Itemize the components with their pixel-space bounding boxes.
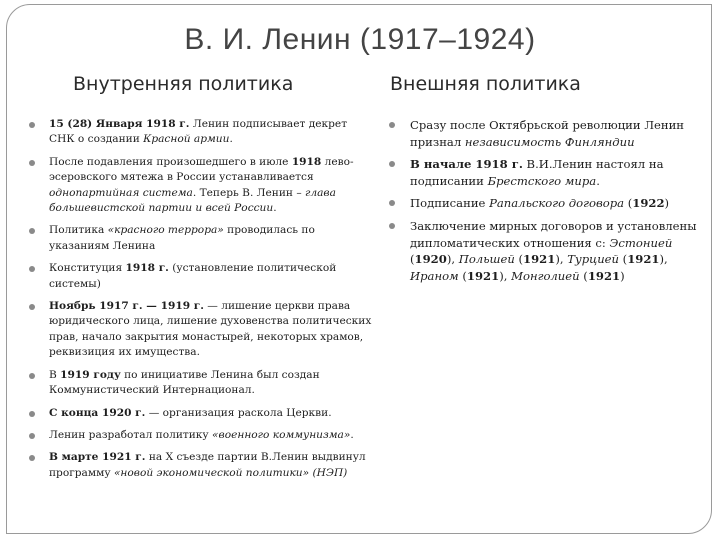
bullet-icon [29,373,35,379]
text-run: С конца 1920 г. [49,406,146,419]
text-run: ), [659,252,668,267]
text-run: Сразу после Октябрьской революции Ленин признал [410,118,685,149]
text-run: (НЭП) [309,466,348,479]
text-run: на X съезде партии В.Ленин выдвинул программу [49,451,366,479]
text-run: Политика [49,224,108,237]
list-item [27,450,372,481]
text-run: 1918 [291,155,322,168]
list-item [27,406,372,421]
text-run: 15 (28) Января 1918 г. [49,118,190,130]
page-title: В. И. Ленин (1917–1924) [184,23,536,56]
text-run: В начале 1918 г. [410,157,523,172]
foreign-policy-heading: Внешняя политика [390,73,581,95]
text-run: по инициативе Ленина был создан Коммунистический Интернационал. [49,368,320,397]
list-item [27,428,372,443]
text-run: — лишение церкви права юридического лица, лишение духовенства политических прав, начало закрытия монастырей, некоторых храмов, реквизиция их имущества. [49,300,372,359]
text-run: Ноябрь 1917 г. — 1919 г. [49,300,204,313]
text-run: . [273,202,277,215]
list-item [27,299,372,361]
text-run: глава большевистской партии и всей России [49,186,336,215]
list-item [27,368,372,399]
bullet-icon [29,455,35,461]
bullet-icon [29,433,35,439]
list-item [385,218,705,284]
text-run: В [49,368,61,381]
text-run: ) [620,268,625,283]
text-run: Красной армии [143,133,230,146]
text-run: Конституция [49,262,126,275]
text-run: Рапальского договора [489,196,625,211]
bullet-icon [29,122,35,128]
list-item [27,117,372,148]
text-run: Ленин подписывает декрет СНК о создании [49,118,348,146]
text-run: 1921 [466,268,500,283]
text-run: После подавления произошедшего в июле [49,155,292,168]
text-run: Брестского мира [487,173,597,188]
text-run: лево-эсеровского мятежа в России устанавливается [49,155,354,184]
foreign-policy-list [385,117,705,290]
text-run: Польшей [458,252,515,267]
text-run: 1920 [414,252,447,267]
text-run: ( [619,252,628,267]
bullet-icon [29,160,35,166]
text-run: ( [624,196,633,211]
text-run: ), [446,252,459,267]
text-run: 1918 г. [125,262,169,275]
text-run: . [229,133,233,146]
text-run: Эстонией [609,235,673,250]
bullet-icon [29,304,35,310]
bullet-icon [389,161,395,167]
text-run: Заключение мирных договоров и установлены дипломатических отношения с: [410,218,697,250]
text-run: 1922 [632,196,665,211]
list-item [385,117,705,150]
text-run: «военного коммунизма» [212,428,351,441]
text-run: проводилась по указаниям Ленина [49,224,315,252]
bullet-icon [29,266,35,272]
text-run: — организация раскола Церкви. [145,406,332,419]
text-run: В.И.Ленин настоял на подписании [410,157,664,188]
text-run: . Теперь В. Ленин – [192,186,306,199]
slide [6,4,712,534]
text-run: однопартийная система [49,186,193,199]
domestic-policy-list [27,117,372,488]
text-run: «красного террора» [107,224,224,237]
text-run: . [596,173,600,188]
bullet-icon [29,228,35,234]
text-run: ( [458,268,467,283]
text-run: ( [579,268,588,283]
text-run: Монголией [511,268,580,283]
bullet-icon [29,411,35,417]
text-run: 1921 [627,252,660,267]
text-run: 1921 [523,252,556,267]
text-run: Турцией [567,252,619,267]
text-run: Подписание [410,196,490,211]
list-item [385,156,705,189]
text-run: ( [410,252,415,267]
text-run: независимость Финляндии [464,134,635,149]
bullet-icon [389,200,395,206]
text-run: (установление политической системы) [49,262,337,290]
text-run: . [350,428,354,441]
domestic-policy-heading: Внутренняя политика [73,73,294,95]
text-run: В марте 1921 г. [49,451,146,464]
text-run: ), [499,268,512,283]
text-run: 1919 году [60,368,121,381]
bullet-icon [389,223,395,229]
text-run: Ираном [410,268,459,283]
list-item [27,223,372,254]
text-run: «новой экономической политики» [113,466,310,479]
text-run: ), [555,252,568,267]
text-run: ( [514,252,524,267]
bullet-icon [389,122,395,128]
text-run: ) [664,196,670,211]
list-item [27,261,372,292]
text-run: 1921 [587,268,621,283]
text-run: Ленин разработал политику [49,428,213,441]
list-item [385,195,705,212]
list-item [27,155,372,217]
